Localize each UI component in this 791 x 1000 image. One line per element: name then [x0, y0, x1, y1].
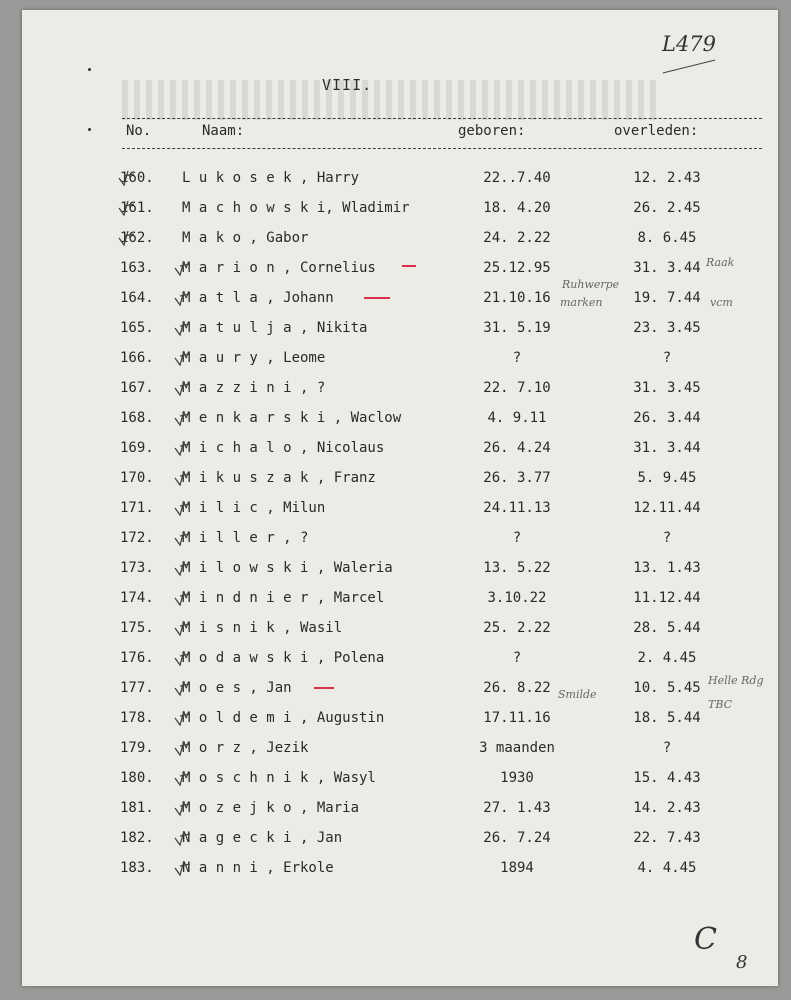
person-name: M a t u l j a , Nikita [182, 320, 368, 336]
birth-date: 25.12.95 [483, 260, 551, 276]
check-mark-icon [172, 618, 194, 638]
punch-dot [88, 128, 91, 131]
row-number: 170. [120, 470, 154, 486]
table-row [22, 680, 778, 704]
table-row [22, 620, 778, 644]
person-name: N a g e c k i , Jan [182, 830, 343, 846]
red-mark [402, 265, 416, 267]
row-number: 161. [120, 200, 154, 216]
birth-date: 1894 [500, 860, 534, 876]
table-row [22, 470, 778, 494]
birth-date: ? [512, 530, 522, 546]
death-date: 2. 4.45 [637, 650, 697, 666]
check-mark-icon [172, 828, 194, 848]
row-number: 169. [120, 440, 154, 456]
table-row [22, 830, 778, 854]
margin-note: marken [560, 296, 603, 309]
page-number: VIII. [322, 76, 373, 94]
check-mark-icon [116, 168, 138, 188]
birth-date: 24. 2.22 [483, 230, 551, 246]
table-row [22, 500, 778, 524]
table-row [22, 290, 778, 314]
person-name: M i l l e r , ? [182, 530, 309, 546]
check-mark-icon [172, 438, 194, 458]
header-name: Naam: [202, 123, 245, 139]
death-date: 31. 3.44 [633, 440, 701, 456]
person-name: M o e s , Jan [182, 680, 292, 696]
person-name: M a z z i n i , ? [182, 380, 326, 396]
reference-underline [663, 59, 716, 73]
margin-note: Ruhwerpe [562, 278, 620, 291]
death-date: ? [662, 350, 672, 366]
row-number: 171. [120, 500, 154, 516]
person-name: M i k u s z a k , Franz [182, 470, 376, 486]
table-row [22, 860, 778, 884]
person-name: M i l o w s k i , Waleria [182, 560, 393, 576]
death-date: 18. 5.44 [633, 710, 701, 726]
table-row [22, 260, 778, 284]
death-date: 12.11.44 [633, 500, 701, 516]
table-row [22, 530, 778, 554]
birth-date: 4. 9.11 [487, 410, 547, 426]
birth-date: 1930 [500, 770, 534, 786]
row-number: 177. [120, 680, 154, 696]
death-date: 15. 4.43 [633, 770, 701, 786]
birth-date: 26. 3.77 [483, 470, 551, 486]
check-mark-icon [172, 588, 194, 608]
person-name: M a c h o w s k i, Wladimir [182, 200, 410, 216]
check-mark-icon [116, 198, 138, 218]
death-date: 31. 3.44 [633, 260, 701, 276]
punch-dot [88, 68, 91, 71]
red-mark [314, 687, 334, 689]
birth-date: 27. 1.43 [483, 800, 551, 816]
table-row [22, 170, 778, 194]
row-number: 173. [120, 560, 154, 576]
table-row [22, 590, 778, 614]
birth-date: 3 maanden [479, 740, 555, 756]
person-name: L u k o s e k , Harry [182, 170, 360, 186]
death-date: ? [662, 530, 672, 546]
person-name: M o l d e m i , Augustin [182, 710, 385, 726]
birth-date: 22. 7.10 [483, 380, 551, 396]
header-died: overleden: [614, 123, 699, 139]
archive-reference-code: L479 [662, 32, 717, 56]
birth-date: ? [512, 350, 522, 366]
death-date: 23. 3.45 [633, 320, 701, 336]
death-date: 22. 7.43 [633, 830, 701, 846]
margin-note: Helle Rdg [708, 674, 764, 687]
row-number: 167. [120, 380, 154, 396]
person-name: M i l i c , Milun [182, 500, 326, 516]
death-date: 19. 7.44 [633, 290, 701, 306]
header-born: geboren: [458, 123, 526, 139]
table-row [22, 230, 778, 254]
check-mark-icon [172, 558, 194, 578]
row-number: 179. [120, 740, 154, 756]
death-date: 28. 5.44 [633, 620, 701, 636]
check-mark-icon [172, 468, 194, 488]
faint-letterhead-stamp [122, 80, 662, 120]
person-name: M a r i o n , Cornelius [182, 260, 376, 276]
death-date: 31. 3.45 [633, 380, 701, 396]
row-number: 175. [120, 620, 154, 636]
check-mark-icon [116, 228, 138, 248]
person-name: N a n n i , Erkole [182, 860, 334, 876]
death-date: 13. 1.43 [633, 560, 701, 576]
table-row [22, 380, 778, 404]
check-mark-icon [172, 648, 194, 668]
check-mark-icon [172, 768, 194, 788]
margin-note: vcm [710, 296, 733, 309]
table-row [22, 740, 778, 764]
person-name: M i c h a l o , Nicolaus [182, 440, 385, 456]
corner-letter-mark: C [694, 922, 717, 957]
red-mark [364, 297, 390, 299]
row-number: 182. [120, 830, 154, 846]
person-name: M a u r y , Leome [182, 350, 326, 366]
birth-date: 3.10.22 [487, 590, 547, 606]
check-mark-icon [172, 528, 194, 548]
check-mark-icon [172, 858, 194, 878]
table-row [22, 710, 778, 734]
table-row [22, 200, 778, 224]
person-name: M o r z , Jezik [182, 740, 309, 756]
check-mark-icon [172, 738, 194, 758]
row-number: 164. [120, 290, 154, 306]
check-mark-icon [172, 708, 194, 728]
table-row [22, 770, 778, 794]
death-date: ? [662, 740, 672, 756]
row-number: 172. [120, 530, 154, 546]
death-date: 8. 6.45 [637, 230, 697, 246]
person-name: M e n k a r s k i , Waclow [182, 410, 402, 426]
death-date: 26. 3.44 [633, 410, 701, 426]
check-mark-icon [172, 318, 194, 338]
death-date: 5. 9.45 [637, 470, 697, 486]
table-row [22, 350, 778, 374]
row-number: 176. [120, 650, 154, 666]
table-row [22, 560, 778, 584]
row-number: 181. [120, 800, 154, 816]
check-mark-icon [172, 798, 194, 818]
person-name: M o z e j k o , Maria [182, 800, 360, 816]
row-number: 163. [120, 260, 154, 276]
row-number: 180. [120, 770, 154, 786]
death-date: 11.12.44 [633, 590, 701, 606]
person-name: M o s c h n i k , Wasyl [182, 770, 376, 786]
row-number: 160. [120, 170, 154, 186]
table-row [22, 650, 778, 674]
header-rule-top [122, 118, 762, 119]
birth-date: 26. 8.22 [483, 680, 551, 696]
table-row [22, 320, 778, 344]
row-number: 165. [120, 320, 154, 336]
check-mark-icon [172, 258, 194, 278]
margin-note: TBC [708, 698, 733, 711]
check-mark-icon [172, 288, 194, 308]
check-mark-icon [172, 678, 194, 698]
corner-number-mark: 8 [736, 952, 748, 973]
row-number: 174. [120, 590, 154, 606]
death-date: 4. 4.45 [637, 860, 697, 876]
death-date: 26. 2.45 [633, 200, 701, 216]
row-number: 166. [120, 350, 154, 366]
row-number: 178. [120, 710, 154, 726]
person-name: M a k o , Gabor [182, 230, 309, 246]
birth-date: 31. 5.19 [483, 320, 551, 336]
table-row [22, 440, 778, 464]
header-no: No. [126, 123, 152, 139]
birth-date: ? [512, 650, 522, 666]
person-name: M i s n i k , Wasil [182, 620, 343, 636]
person-name: M a t l a , Johann [182, 290, 334, 306]
death-date: 12. 2.43 [633, 170, 701, 186]
table-row [22, 800, 778, 824]
birth-date: 26. 7.24 [483, 830, 551, 846]
birth-date: 21.10.16 [483, 290, 551, 306]
birth-date: 18. 4.20 [483, 200, 551, 216]
check-mark-icon [172, 378, 194, 398]
birth-date: 26. 4.24 [483, 440, 551, 456]
row-number: 183. [120, 860, 154, 876]
row-number: 168. [120, 410, 154, 426]
table-row [22, 410, 778, 434]
birth-date: 13. 5.22 [483, 560, 551, 576]
birth-date: 22..7.40 [483, 170, 551, 186]
margin-note: Smilde [558, 688, 597, 701]
person-name: M o d a w s k i , Polena [182, 650, 385, 666]
person-name: M i n d n i e r , Marcel [182, 590, 385, 606]
header-rule-bottom [122, 148, 762, 149]
death-date: 10. 5.45 [633, 680, 701, 696]
death-date: 14. 2.43 [633, 800, 701, 816]
row-number: 162. [120, 230, 154, 246]
margin-note: Raak [706, 256, 735, 269]
birth-date: 24.11.13 [483, 500, 551, 516]
check-mark-icon [172, 408, 194, 428]
document-page [22, 10, 778, 986]
birth-date: 17.11.16 [483, 710, 551, 726]
birth-date: 25. 2.22 [483, 620, 551, 636]
check-mark-icon [172, 348, 194, 368]
check-mark-icon [172, 498, 194, 518]
